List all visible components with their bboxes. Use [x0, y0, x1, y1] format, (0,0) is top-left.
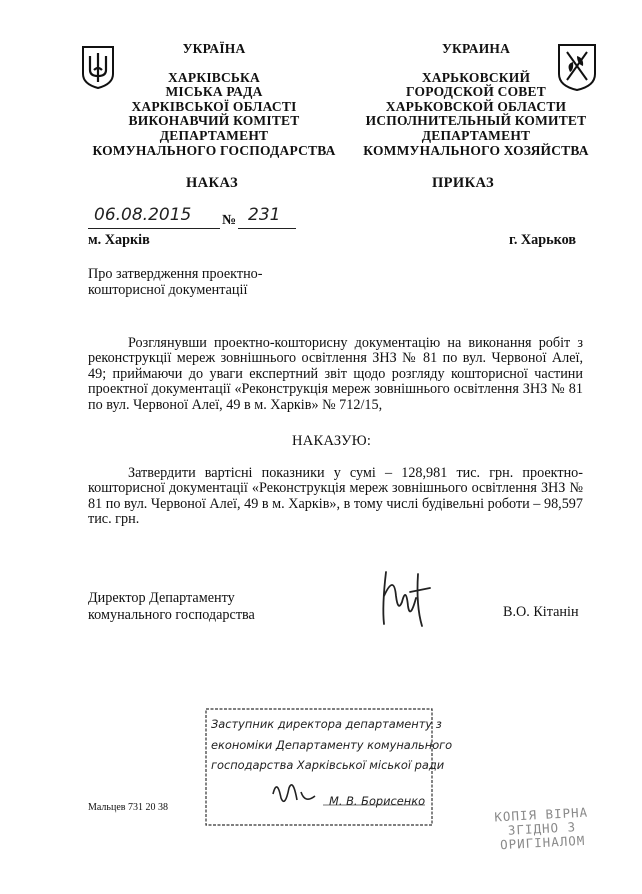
order-number: 231	[248, 205, 281, 225]
city-russian: г. Харьков	[509, 232, 577, 248]
subject-line: кошторисної документації	[88, 282, 248, 298]
header-left-country: УКРАЇНА	[182, 41, 246, 56]
header-left-line: ДЕПАРТАМЕНТ	[159, 127, 269, 143]
city-ukrainian: м. Харків	[88, 232, 150, 248]
header-left-line: ХАРКІВСЬКОЇ ОБЛАСТІ	[131, 98, 297, 114]
copy-stamp-line: КОПІЯ ВІРНА	[494, 804, 589, 825]
header-right-line: ДЕПАРТАМЕНТ	[421, 127, 531, 143]
order-word: НАКАЗУЮ:	[292, 433, 372, 449]
header-left-line: КОМУНАЛЬНОГО ГОСПОДАРСТВА	[92, 142, 336, 158]
date-underline	[88, 228, 220, 229]
signatory-position-line: комунального господарства	[88, 607, 255, 623]
doc-type-russian: ПРИКАЗ	[432, 175, 495, 191]
header-right-line: ГОРОДСКОЙ СОВЕТ	[406, 84, 546, 100]
subject	[88, 266, 263, 298]
approval-stamp	[205, 708, 453, 826]
copy-stamp-line: ОРИГІНАЛОМ	[499, 832, 586, 853]
header-left-line: ВИКОНАВЧИЙ КОМІТЕТ	[128, 113, 300, 129]
order-date: 06.08.2015	[94, 205, 192, 225]
stamp-name: М. В. Борисенко	[329, 794, 426, 808]
stamp-line: економіки Департаменту комунального	[211, 738, 453, 752]
signatory-position	[88, 590, 255, 624]
copy-certification-stamp	[481, 805, 603, 853]
subject-line: Про затвердження проектно-	[88, 266, 263, 282]
signature	[372, 566, 442, 632]
doc-type-ukrainian: НАКАЗ	[186, 175, 239, 191]
header-right-country: УКРАИНА	[441, 41, 511, 56]
preamble-paragraph: Розглянувши проектно-кошторисну документацію на виконання робіт з реконструкції мереж зовнішнього освітлення ЗНЗ № 81 по вул. Червоної Алеї, 49; приймаючи до уваги експертний звіт щодо розгляду кошторисної частини проектної документації «Реконструкція мереж зовнішнього освітлення ЗНЗ № 81 по вул. Червоної Алеї, 49 в м. Харків» № 712/15,	[88, 335, 583, 413]
executor-info: Мальцев 731 20 38	[88, 802, 168, 813]
header-left-line: МІСЬКА РАДА	[165, 84, 263, 100]
header-right-line: КОММУНАЛЬНОГО ХОЗЯЙСТВА	[363, 142, 589, 158]
header-right-line: ИСПОЛНИТЕЛЬНЫЙ КОМИТЕТ	[365, 113, 587, 129]
number-underline	[238, 228, 296, 229]
header-left	[84, 42, 344, 158]
header-left-line: ХАРКІВСЬКА	[167, 69, 260, 85]
stamp-line: Заступник директора департаменту з	[211, 717, 442, 731]
copy-stamp-line: ЗГІДНО З	[507, 819, 577, 838]
signatory-name: В.О. Кітанін	[503, 604, 579, 620]
header-right-line: ХАРЬКОВСКОЙ ОБЛАСТИ	[385, 98, 567, 114]
header-right	[346, 42, 606, 158]
stamp-line: господарства Харківської міської ради	[211, 758, 445, 772]
signatory-position-line: Директор Департаменту	[88, 590, 235, 606]
directive-paragraph: Затвердити вартісні показники у сумі – 128,981 тис. грн. проектно-кошторисної документації «Реконструкція мереж зовнішнього освітлення ЗНЗ № 81 по вул. Червоної Алеї, 49 в м. Харків», в тому числі будівельні роботи – 98,597 тис. грн.	[88, 465, 583, 528]
order-number-sign: №	[222, 213, 237, 228]
header-right-line: ХАРЬКОВСКИЙ	[421, 69, 531, 85]
